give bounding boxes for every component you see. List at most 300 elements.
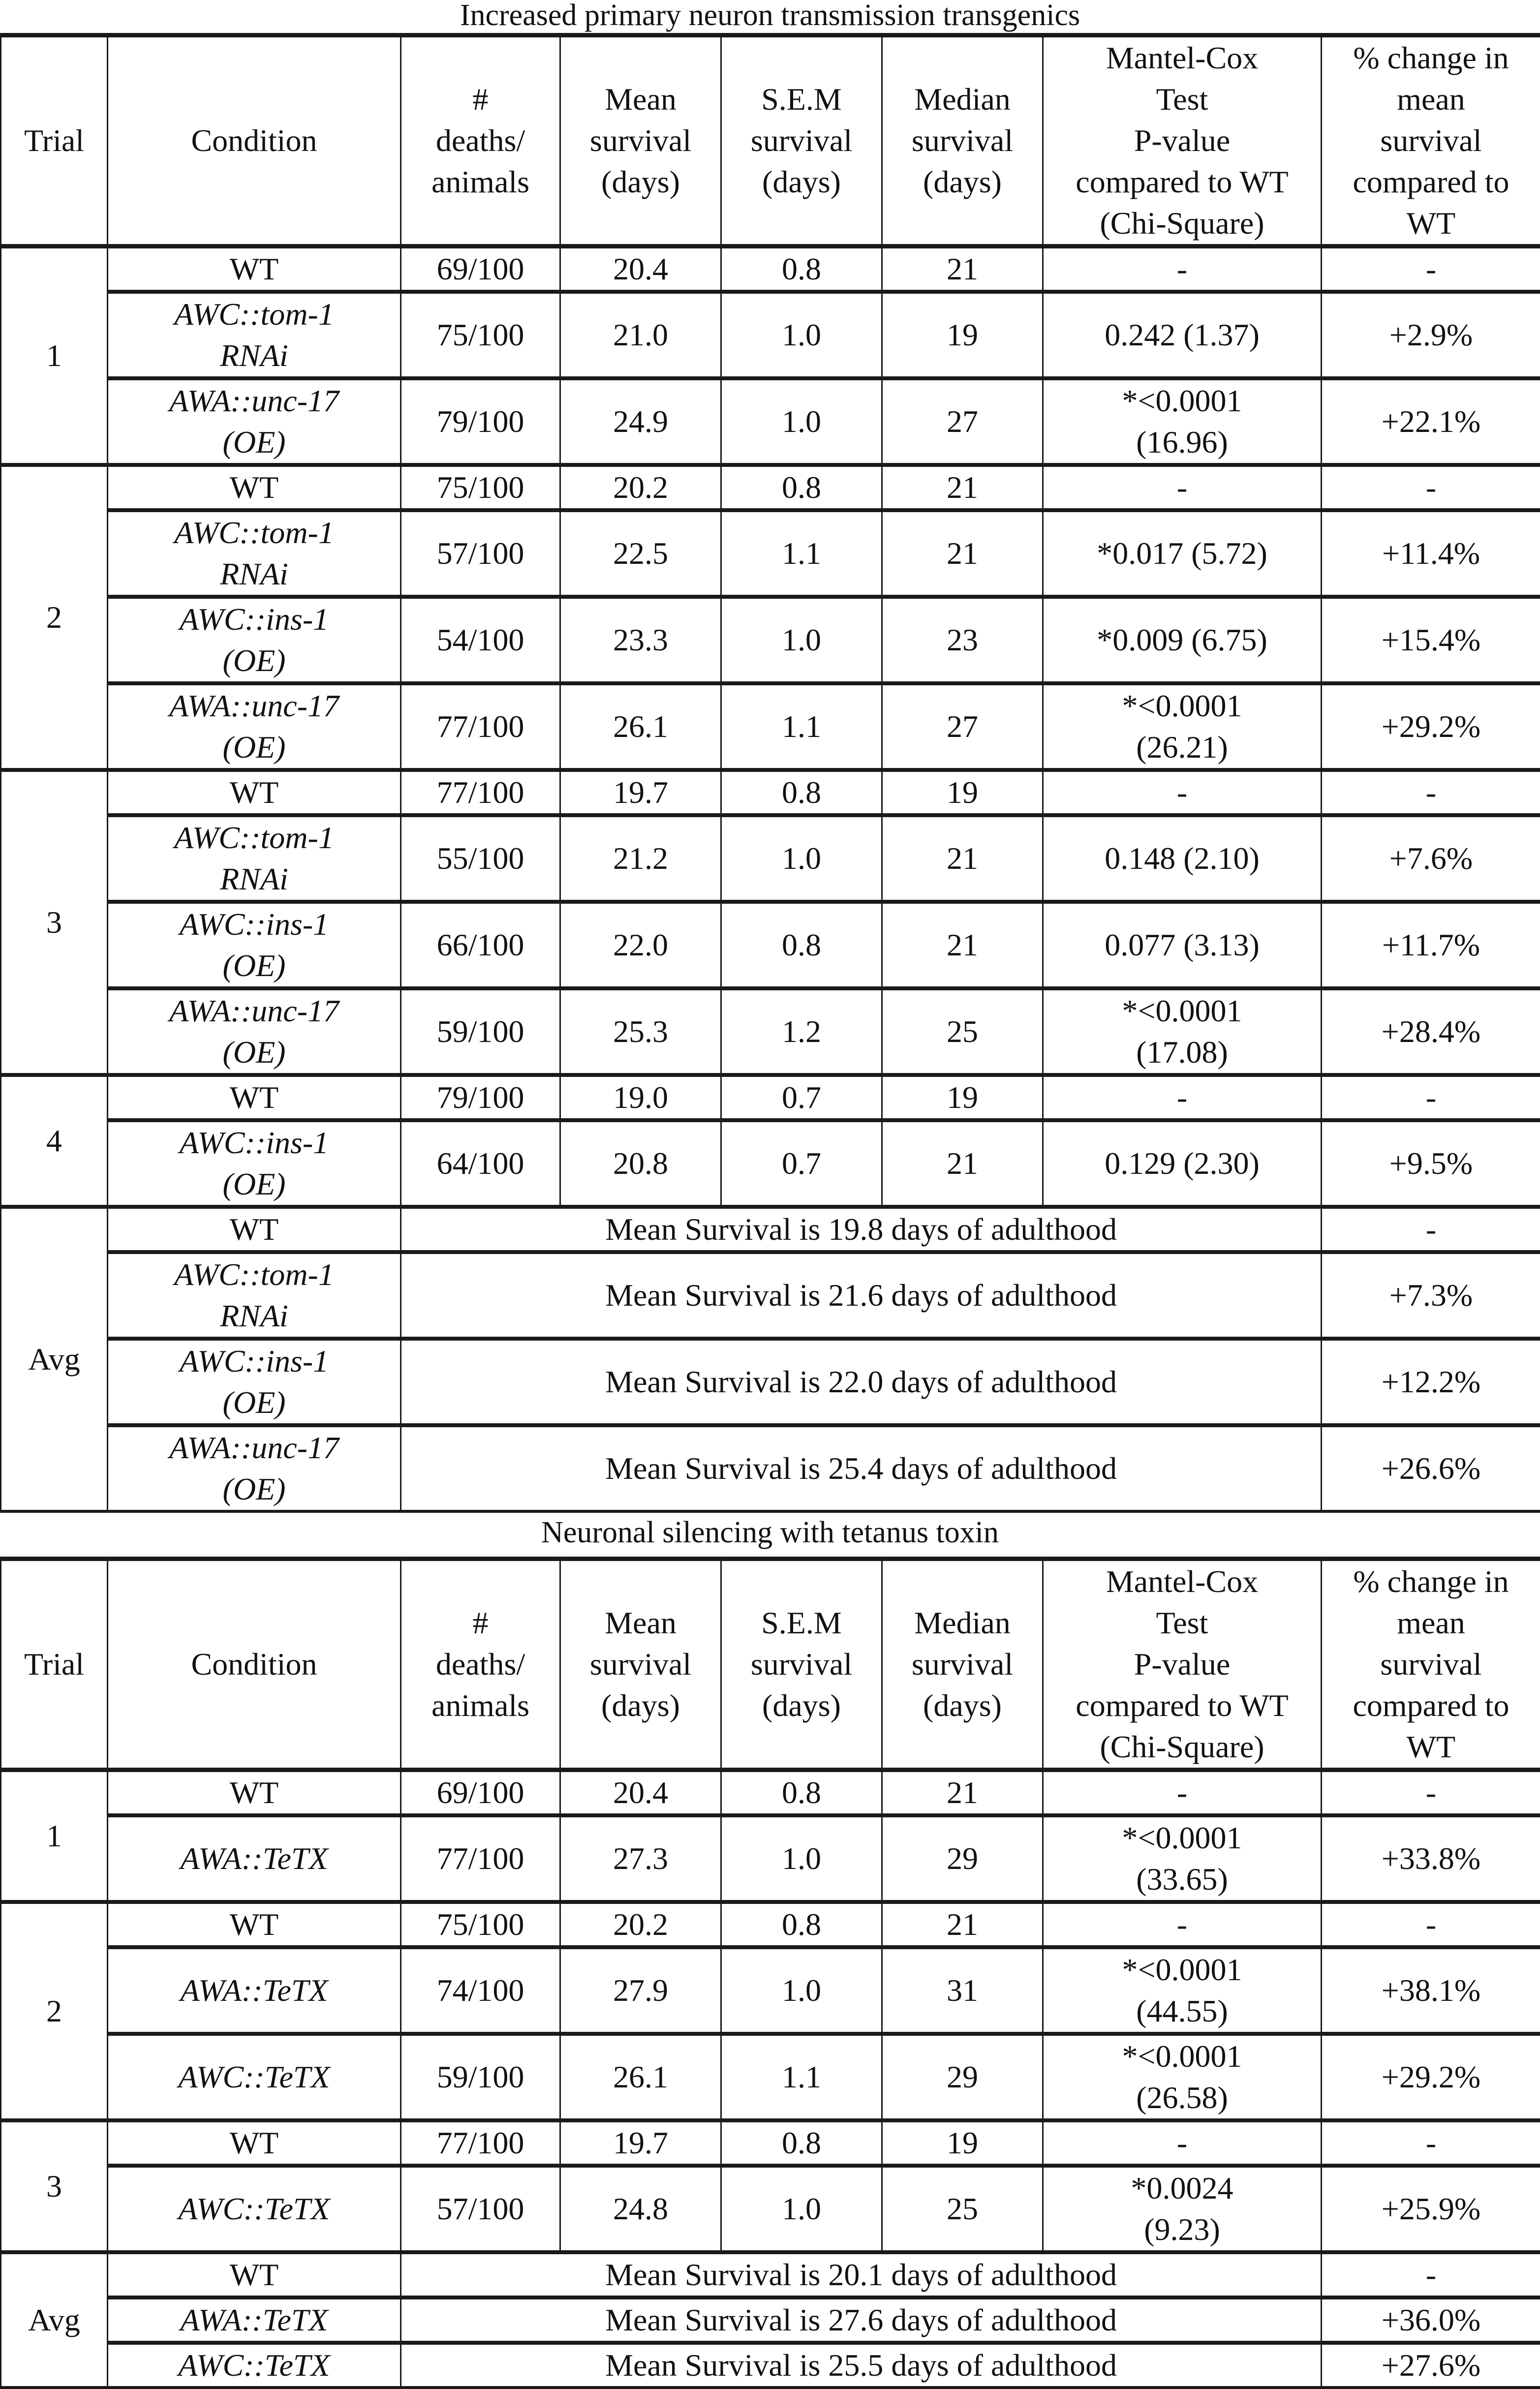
deaths-cell: 79/100 <box>401 378 560 465</box>
condition-cell <box>108 292 401 378</box>
p-value-cell-line: *<0.0001 <box>1046 685 1319 727</box>
percent-change-cell: +36.0% <box>1322 2297 1540 2343</box>
p-value-cell <box>1043 1947 1322 2034</box>
p-value-cell-line: *0.009 (6.75) <box>1046 619 1319 661</box>
condition-cell-line: WT <box>110 772 398 813</box>
column-header-median-line: survival <box>885 120 1040 161</box>
condition-cell-line: AWC::TeTX <box>110 2056 398 2098</box>
median-survival-cell: 19 <box>882 292 1043 378</box>
deaths-cell: 54/100 <box>401 597 560 683</box>
mean-survival-cell: 26.1 <box>560 683 721 770</box>
condition-cell-line: AWC::TeTX <box>110 2345 398 2386</box>
sem-cell: 0.8 <box>721 1770 882 1816</box>
p-value-cell-line: *<0.0001 <box>1046 990 1319 1032</box>
condition-cell-line: AWC::ins-1 <box>110 904 398 945</box>
median-survival-cell: 21 <box>882 1770 1043 1816</box>
sem-cell: 0.8 <box>721 902 882 988</box>
column-header-deaths-line: animals <box>403 1685 557 1726</box>
table-row <box>1 902 1540 988</box>
condition-cell-line: AWC::tom-1 <box>110 512 398 553</box>
sem-cell: 0.7 <box>721 1120 882 1207</box>
condition-cell <box>108 1902 401 1947</box>
deaths-cell: 57/100 <box>401 510 560 597</box>
condition-cell-line: (OE) <box>110 1164 398 1205</box>
trial-cell: 1 <box>1 246 108 465</box>
condition-cell-line: AWA::unc-17 <box>110 380 398 422</box>
deaths-cell: 75/100 <box>401 465 560 510</box>
percent-change-cell: - <box>1322 2120 1540 2166</box>
condition-cell <box>108 815 401 902</box>
header-row <box>1 35 1540 246</box>
condition-cell-line: WT <box>110 248 398 290</box>
average-row <box>1 1252 1540 1339</box>
deaths-cell: 77/100 <box>401 683 560 770</box>
mean-survival-cell: 22.0 <box>560 902 721 988</box>
table-2-title: Neuronal silencing with tetanus toxin <box>0 1515 1540 1550</box>
p-value-cell-line: - <box>1046 2122 1319 2164</box>
median-survival-cell: 29 <box>882 1815 1043 1902</box>
column-header-sem <box>721 1559 882 1770</box>
percent-change-cell: +11.7% <box>1322 902 1540 988</box>
mean-survival-cell: 20.4 <box>560 246 721 292</box>
condition-cell-line: AWA::TeTX <box>110 1838 398 1879</box>
mean-survival-cell: 24.8 <box>560 2166 721 2252</box>
mean-survival-cell: 20.2 <box>560 1902 721 1947</box>
sem-cell: 1.0 <box>721 1947 882 2034</box>
p-value-cell-line: - <box>1046 772 1319 813</box>
p-value-cell-line: (9.23) <box>1046 2209 1319 2250</box>
p-value-cell <box>1043 597 1322 683</box>
average-row <box>1 1425 1540 1511</box>
condition-cell-line: AWC::ins-1 <box>110 1341 398 1382</box>
mean-survival-summary: Mean Survival is 25.5 days of adulthood <box>401 2343 1322 2388</box>
table-row <box>1 1120 1540 1207</box>
p-value-cell-line: *<0.0001 <box>1046 1949 1319 1991</box>
column-header-deaths-line: animals <box>403 161 557 203</box>
mean-survival-summary: Mean Survival is 20.1 days of adulthood <box>401 2252 1322 2297</box>
column-header-deaths-line: deaths/ <box>403 1644 557 1685</box>
p-value-cell <box>1043 815 1322 902</box>
percent-change-cell: - <box>1322 1902 1540 1947</box>
condition-cell <box>108 1815 401 1902</box>
condition-cell-line: WT <box>110 1077 398 1118</box>
column-header-pvalue-line: (Chi-Square) <box>1046 1726 1319 1768</box>
condition-cell <box>108 770 401 815</box>
table-row <box>1 1815 1540 1902</box>
table-row <box>1 292 1540 378</box>
median-survival-cell: 31 <box>882 1947 1043 2034</box>
condition-cell <box>108 2034 401 2120</box>
sem-cell: 1.0 <box>721 378 882 465</box>
deaths-cell: 59/100 <box>401 988 560 1075</box>
column-header-change-line: compared to <box>1324 1685 1538 1726</box>
deaths-cell: 57/100 <box>401 2166 560 2252</box>
condition-cell <box>108 683 401 770</box>
percent-change-cell: +28.4% <box>1322 988 1540 1075</box>
p-value-cell <box>1043 2120 1322 2166</box>
column-header-pvalue-line: P-value <box>1046 120 1319 161</box>
percent-change-cell: +29.2% <box>1322 683 1540 770</box>
trial-cell: Avg <box>1 2252 108 2388</box>
table-row <box>1 2120 1540 2166</box>
condition-cell <box>108 1770 401 1816</box>
column-header-mean-line: survival <box>563 120 718 161</box>
condition-cell <box>108 2343 401 2388</box>
column-header-pvalue-line: (Chi-Square) <box>1046 203 1319 244</box>
condition-cell <box>108 902 401 988</box>
column-header-pvalue-line: P-value <box>1046 1644 1319 1685</box>
column-header-trial-line: Trial <box>3 1644 105 1685</box>
condition-cell <box>108 2120 401 2166</box>
column-header-change <box>1322 35 1540 246</box>
median-survival-cell: 21 <box>882 902 1043 988</box>
sem-cell: 1.0 <box>721 815 882 902</box>
percent-change-cell: +29.2% <box>1322 2034 1540 2120</box>
column-header-pvalue <box>1043 35 1322 246</box>
column-header-sem <box>721 35 882 246</box>
mean-survival-cell: 19.7 <box>560 2120 721 2166</box>
column-header-trial <box>1 1559 108 1770</box>
mean-survival-cell: 24.9 <box>560 378 721 465</box>
column-header-median <box>882 1559 1043 1770</box>
average-row <box>1 2252 1540 2297</box>
p-value-cell-line: (17.08) <box>1046 1032 1319 1073</box>
sem-cell: 1.0 <box>721 2166 882 2252</box>
column-header-deaths <box>401 35 560 246</box>
column-header-change-line: survival <box>1324 120 1538 161</box>
table-row <box>1 988 1540 1075</box>
condition-cell-line: WT <box>110 2254 398 2296</box>
column-header-mean-line: Mean <box>563 79 718 120</box>
condition-cell <box>108 2252 401 2297</box>
sem-cell: 1.0 <box>721 1815 882 1902</box>
trial-cell: 1 <box>1 1770 108 1902</box>
median-survival-cell: 25 <box>882 2166 1043 2252</box>
column-header-sem-line: S.E.M <box>724 1602 879 1644</box>
mean-survival-cell: 21.2 <box>560 815 721 902</box>
p-value-cell-line: - <box>1046 1904 1319 1945</box>
column-header-mean-line: (days) <box>563 1685 718 1726</box>
condition-cell <box>108 246 401 292</box>
header-row <box>1 1559 1540 1770</box>
condition-cell-line: RNAi <box>110 858 398 900</box>
percent-change-cell: +26.6% <box>1322 1425 1540 1511</box>
table-row <box>1 815 1540 902</box>
column-header-deaths-line: # <box>403 1602 557 1644</box>
percent-change-cell: +25.9% <box>1322 2166 1540 2252</box>
column-header-pvalue-line: Mantel-Cox <box>1046 37 1319 79</box>
column-header-condition-line: Condition <box>110 120 398 161</box>
p-value-cell-line: *0.017 (5.72) <box>1046 533 1319 574</box>
median-survival-cell: 21 <box>882 465 1043 510</box>
p-value-cell-line: 0.129 (2.30) <box>1046 1143 1319 1184</box>
trial-cell: 4 <box>1 1075 108 1207</box>
column-header-pvalue-line: Test <box>1046 79 1319 120</box>
p-value-cell-line: 0.148 (2.10) <box>1046 838 1319 879</box>
p-value-cell <box>1043 770 1322 815</box>
column-header-pvalue-line: Mantel-Cox <box>1046 1561 1319 1602</box>
condition-cell-line: AWA::unc-17 <box>110 1427 398 1469</box>
column-header-change-line: WT <box>1324 1726 1538 1768</box>
p-value-cell-line: (26.21) <box>1046 727 1319 768</box>
table-row <box>1 246 1540 292</box>
sem-cell: 0.8 <box>721 770 882 815</box>
median-survival-cell: 19 <box>882 2120 1043 2166</box>
survival-table-tetanus-toxin <box>0 1557 1540 2389</box>
median-survival-cell: 23 <box>882 597 1043 683</box>
percent-change-cell: +2.9% <box>1322 292 1540 378</box>
condition-cell-line: (OE) <box>110 1469 398 1510</box>
sem-cell: 1.1 <box>721 683 882 770</box>
mean-survival-cell: 22.5 <box>560 510 721 597</box>
column-header-mean <box>560 35 721 246</box>
p-value-cell <box>1043 465 1322 510</box>
condition-cell <box>108 510 401 597</box>
column-header-change-line: % change in <box>1324 37 1538 79</box>
percent-change-cell: +33.8% <box>1322 1815 1540 1902</box>
p-value-cell-line: 0.077 (3.13) <box>1046 924 1319 966</box>
percent-change-cell: +11.4% <box>1322 510 1540 597</box>
column-header-mean-line: (days) <box>563 161 718 203</box>
trial-cell: 2 <box>1 465 108 770</box>
column-header-condition <box>108 35 401 246</box>
condition-cell <box>108 378 401 465</box>
p-value-cell-line: (44.55) <box>1046 1991 1319 2032</box>
p-value-cell-line: *<0.0001 <box>1046 1817 1319 1859</box>
p-value-cell-line: (33.65) <box>1046 1859 1319 1900</box>
condition-cell <box>108 2297 401 2343</box>
column-header-pvalue-line: Test <box>1046 1602 1319 1644</box>
condition-cell-line: AWC::ins-1 <box>110 1122 398 1164</box>
condition-cell-line: RNAi <box>110 553 398 595</box>
mean-survival-summary: Mean Survival is 27.6 days of adulthood <box>401 2297 1322 2343</box>
column-header-change-line: compared to <box>1324 161 1538 203</box>
table-row <box>1 770 1540 815</box>
deaths-cell: 74/100 <box>401 1947 560 2034</box>
condition-cell <box>108 1947 401 2034</box>
survival-table-transmission <box>0 33 1540 1513</box>
condition-cell-line: WT <box>110 1209 398 1250</box>
sem-cell: 0.8 <box>721 246 882 292</box>
column-header-median-line: survival <box>885 1644 1040 1685</box>
sem-cell: 1.0 <box>721 292 882 378</box>
condition-cell <box>108 465 401 510</box>
median-survival-cell: 21 <box>882 510 1043 597</box>
deaths-cell: 79/100 <box>401 1075 560 1120</box>
trial-cell: 3 <box>1 2120 108 2252</box>
column-header-median <box>882 35 1043 246</box>
mean-survival-cell: 27.9 <box>560 1947 721 2034</box>
p-value-cell-line: - <box>1046 1077 1319 1118</box>
mean-survival-cell: 27.3 <box>560 1815 721 1902</box>
column-header-deaths-line: deaths/ <box>403 120 557 161</box>
condition-cell <box>108 2166 401 2252</box>
column-header-pvalue-line: compared to WT <box>1046 161 1319 203</box>
condition-cell-line: (OE) <box>110 1382 398 1423</box>
mean-survival-summary: Mean Survival is 21.6 days of adulthood <box>401 1252 1322 1339</box>
mean-survival-summary: Mean Survival is 25.4 days of adulthood <box>401 1425 1322 1511</box>
deaths-cell: 77/100 <box>401 1815 560 1902</box>
percent-change-cell: +27.6% <box>1322 2343 1540 2388</box>
table-row <box>1 683 1540 770</box>
deaths-cell: 75/100 <box>401 292 560 378</box>
deaths-cell: 69/100 <box>401 246 560 292</box>
mean-survival-cell: 20.2 <box>560 465 721 510</box>
percent-change-cell: +7.6% <box>1322 815 1540 902</box>
sem-cell: 0.8 <box>721 1902 882 1947</box>
column-header-median-line: Median <box>885 79 1040 120</box>
column-header-mean-line: Mean <box>563 1602 718 1644</box>
median-survival-cell: 19 <box>882 770 1043 815</box>
table-row <box>1 1770 1540 1816</box>
column-header-mean <box>560 1559 721 1770</box>
p-value-cell <box>1043 1120 1322 1207</box>
median-survival-cell: 27 <box>882 683 1043 770</box>
p-value-cell-line: *<0.0001 <box>1046 380 1319 422</box>
condition-cell-line: (OE) <box>110 945 398 986</box>
median-survival-cell: 29 <box>882 2034 1043 2120</box>
sem-cell: 0.8 <box>721 2120 882 2166</box>
percent-change-cell: +38.1% <box>1322 1947 1540 2034</box>
median-survival-cell: 19 <box>882 1075 1043 1120</box>
p-value-cell-line: - <box>1046 248 1319 290</box>
column-header-change <box>1322 1559 1540 1770</box>
p-value-cell-line: - <box>1046 467 1319 508</box>
p-value-cell-line: - <box>1046 1772 1319 1813</box>
condition-cell-line: AWC::tom-1 <box>110 1254 398 1295</box>
column-header-condition <box>108 1559 401 1770</box>
table-row <box>1 1902 1540 1947</box>
deaths-cell: 55/100 <box>401 815 560 902</box>
condition-cell-line: AWC::ins-1 <box>110 599 398 640</box>
table-row <box>1 465 1540 510</box>
p-value-cell <box>1043 246 1322 292</box>
mean-survival-cell: 20.8 <box>560 1120 721 1207</box>
percent-change-cell: +15.4% <box>1322 597 1540 683</box>
column-header-deaths-line: # <box>403 79 557 120</box>
p-value-cell <box>1043 292 1322 378</box>
condition-cell-line: AWA::unc-17 <box>110 990 398 1032</box>
trial-cell: 2 <box>1 1902 108 2120</box>
sem-cell: 1.0 <box>721 597 882 683</box>
p-value-cell <box>1043 2166 1322 2252</box>
column-header-sem-line: S.E.M <box>724 79 879 120</box>
median-survival-cell: 21 <box>882 1120 1043 1207</box>
condition-cell-line: RNAi <box>110 335 398 376</box>
p-value-cell <box>1043 902 1322 988</box>
column-header-median-line: (days) <box>885 1685 1040 1726</box>
column-header-change-line: mean <box>1324 79 1538 120</box>
table-row <box>1 2034 1540 2120</box>
p-value-cell <box>1043 988 1322 1075</box>
condition-cell <box>108 1207 401 1252</box>
condition-cell <box>108 1075 401 1120</box>
p-value-cell <box>1043 1075 1322 1120</box>
median-survival-cell: 21 <box>882 1902 1043 1947</box>
average-row <box>1 2343 1540 2388</box>
condition-cell-line: WT <box>110 467 398 508</box>
p-value-cell <box>1043 1902 1322 1947</box>
column-header-condition-line: Condition <box>110 1644 398 1685</box>
condition-cell-line: AWA::TeTX <box>110 1970 398 2011</box>
mean-survival-cell: 20.4 <box>560 1770 721 1816</box>
sem-cell: 1.2 <box>721 988 882 1075</box>
p-value-cell-line: (26.58) <box>1046 2077 1319 2118</box>
column-header-pvalue-line: compared to WT <box>1046 1685 1319 1726</box>
condition-cell-line: (OE) <box>110 640 398 681</box>
sem-cell: 0.8 <box>721 465 882 510</box>
condition-cell <box>108 1425 401 1511</box>
sem-cell: 1.1 <box>721 2034 882 2120</box>
column-header-change-line: % change in <box>1324 1561 1538 1602</box>
condition-cell-line: WT <box>110 1904 398 1945</box>
percent-change-cell: - <box>1322 246 1540 292</box>
p-value-cell-line: (16.96) <box>1046 422 1319 463</box>
percent-change-cell: +7.3% <box>1322 1252 1540 1339</box>
mean-survival-cell: 21.0 <box>560 292 721 378</box>
mean-survival-cell: 26.1 <box>560 2034 721 2120</box>
table-row <box>1 1075 1540 1120</box>
median-survival-cell: 21 <box>882 246 1043 292</box>
condition-cell-line: AWC::tom-1 <box>110 817 398 858</box>
column-header-change-line: WT <box>1324 203 1538 244</box>
deaths-cell: 75/100 <box>401 1902 560 1947</box>
mean-survival-cell: 25.3 <box>560 988 721 1075</box>
p-value-cell <box>1043 1770 1322 1816</box>
column-header-median-line: (days) <box>885 161 1040 203</box>
mean-survival-cell: 19.0 <box>560 1075 721 1120</box>
table-row <box>1 378 1540 465</box>
column-header-trial <box>1 35 108 246</box>
table-1-title: Increased primary neuron transmission transgenics <box>0 0 1540 32</box>
condition-cell-line: AWA::TeTX <box>110 2299 398 2341</box>
trial-cell: Avg <box>1 1207 108 1511</box>
condition-cell-line: (OE) <box>110 1032 398 1073</box>
column-header-median-line: Median <box>885 1602 1040 1644</box>
median-survival-cell: 25 <box>882 988 1043 1075</box>
percent-change-cell: - <box>1322 770 1540 815</box>
condition-cell <box>108 1120 401 1207</box>
average-row <box>1 2297 1540 2343</box>
condition-cell-line: AWA::unc-17 <box>110 685 398 727</box>
column-header-deaths <box>401 1559 560 1770</box>
table-row <box>1 2166 1540 2252</box>
mean-survival-summary: Mean Survival is 19.8 days of adulthood <box>401 1207 1322 1252</box>
p-value-cell <box>1043 683 1322 770</box>
mean-survival-cell: 23.3 <box>560 597 721 683</box>
column-header-mean-line: survival <box>563 1644 718 1685</box>
condition-cell-line: (OE) <box>110 727 398 768</box>
condition-cell-line: WT <box>110 1772 398 1813</box>
condition-cell-line: (OE) <box>110 422 398 463</box>
column-header-sem-line: survival <box>724 120 879 161</box>
condition-cell-line: WT <box>110 2122 398 2164</box>
column-header-sem-line: (days) <box>724 1685 879 1726</box>
median-survival-cell: 21 <box>882 815 1043 902</box>
condition-cell <box>108 1339 401 1425</box>
p-value-cell-line: *0.0024 <box>1046 2168 1319 2209</box>
table-row <box>1 510 1540 597</box>
deaths-cell: 66/100 <box>401 902 560 988</box>
column-header-change-line: survival <box>1324 1644 1538 1685</box>
table-row <box>1 1947 1540 2034</box>
condition-cell <box>108 597 401 683</box>
sem-cell: 0.7 <box>721 1075 882 1120</box>
deaths-cell: 77/100 <box>401 2120 560 2166</box>
trial-cell: 3 <box>1 770 108 1075</box>
condition-cell-line: AWC::TeTX <box>110 2188 398 2230</box>
p-value-cell-line: *<0.0001 <box>1046 2036 1319 2077</box>
